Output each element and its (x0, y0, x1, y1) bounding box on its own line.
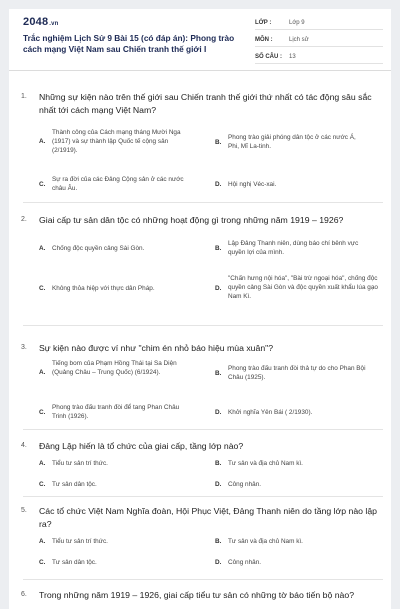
option-letter: C. (39, 409, 46, 416)
option-text: Phong trào đấu tranh đòi để tang Phan Châu Trinh (1926). (52, 404, 180, 421)
option-letter: A. (39, 245, 46, 252)
option-letter: D. (215, 409, 222, 416)
option-letter: C. (39, 559, 46, 566)
divider (23, 429, 383, 430)
meta-question-count (255, 51, 383, 64)
divider (23, 202, 383, 203)
question-text: Các tổ chức Việt Nam Nghĩa đoàn, Hội Phục Việt, Đảng Thanh niên do tầng lớp nào lập ra? (39, 506, 377, 529)
option-text: "Chấn hưng nội hóa", "Bài trừ ngoại hóa", chống độc quyền cảng Sài Gòn và độc quyền xuất khẩu lúa gạo Nam Kì. (228, 275, 378, 301)
question-number: 1. (21, 93, 27, 100)
question-text: Trong những năm 1919 – 1926, giai cấp tiểu tư sản có những tờ báo tiến bộ nào? (39, 590, 355, 600)
divider (23, 496, 383, 497)
question-number: 5. (21, 507, 27, 514)
option-text: Tư sản và địa chủ Nam kì. (228, 460, 303, 467)
option-text: Tiểu tư sản trí thức. (52, 460, 108, 467)
page-title: Trắc nghiệm Lịch Sử 9 Bài 15 (có đáp án): Phong trào cách mạng Việt Nam sau Chiến tranh thế giới I (23, 33, 235, 54)
question-text: Những sự kiện nào trên thế giới sau Chiến tranh thế giới thứ nhất có tác động sâu sắc nhất tới cách mạng Việt Nam? (39, 92, 372, 115)
option-text: Không thỏa hiệp với thực dân Pháp. (52, 285, 155, 292)
option-text: Chống độc quyền cảng Sài Gòn. (52, 245, 145, 252)
question-text: Giai cấp tư sản dân tộc có những hoạt động gì trong những năm 1919 – 1926? (39, 215, 344, 225)
option-letter: A. (39, 460, 46, 467)
option-letter: D. (215, 481, 222, 488)
question-text: Sự kiện nào được ví như "chim én nhỏ báo hiệu mùa xuân"? (39, 343, 274, 353)
option-letter: B. (215, 460, 222, 467)
option-letter: C. (39, 285, 46, 292)
option-letter: A. (39, 369, 46, 376)
meta-value: Lớp 9 (289, 20, 305, 26)
meta-subject (255, 34, 383, 47)
option-text: Tiểu tư sản trí thức. (52, 538, 108, 545)
worksheet (9, 9, 391, 609)
option-letter: D. (215, 285, 222, 292)
question-number: 4. (21, 442, 27, 449)
option-letter: A. (39, 138, 46, 145)
option-letter: D. (215, 559, 222, 566)
option-text: Tư sản dân tộc. (52, 481, 97, 488)
option-text: Công nhân. (228, 559, 262, 566)
option-letter: B. (215, 139, 222, 146)
meta-label: MÔN : (255, 37, 273, 43)
option-text: Phong trào đấu tranh đòi thả tự do cho Phan Bội Châu (1925). (228, 365, 366, 382)
option-text: Tư sản dân tộc. (52, 559, 97, 566)
site-logo[interactable]: 2048.vn (23, 16, 59, 28)
option-text: Tiếng bom của Phạm Hồng Thái tại Sa Diện (Quảng Châu – Trung Quốc) (6/1924). (52, 360, 177, 377)
option-letter: C. (39, 181, 46, 188)
question-text: Đảng Lập hiến là tổ chức của giai cấp, tầng lớp nào? (39, 441, 244, 451)
option-text: Khởi nghĩa Yên Bái ( 2/1930). (228, 409, 313, 416)
meta-label: SỐ CÂU : (255, 54, 282, 60)
meta-class (255, 17, 383, 30)
question-number: 2. (21, 216, 27, 223)
question-number: 3. (21, 344, 27, 351)
divider (23, 579, 383, 580)
option-text: Lập Đảng Thanh niên, dùng báo chí bênh vực quyền lợi của mình. (228, 240, 359, 257)
question-number: 6. (21, 591, 27, 598)
option-letter: A. (39, 538, 46, 545)
option-text: Hội nghị Véc-xai. (228, 181, 277, 188)
option-letter: B. (215, 370, 222, 377)
option-text: Phong trào giải phóng dân tộc ở các nước Á, Phi, Mĩ La-tinh. (228, 134, 356, 151)
option-text: Sự ra đời của các Đảng Cộng sản ở các nước châu Âu. (52, 176, 184, 193)
option-text: Tư sản và địa chủ Nam kì. (228, 538, 303, 545)
option-text: Thành công của Cách mạng tháng Mười Nga (1917) và sự thành lập Quốc tế cộng sản (2/1919). (52, 129, 181, 155)
option-letter: B. (215, 245, 222, 252)
meta-value: Lịch sử (289, 37, 309, 43)
meta-value: 13 (289, 54, 296, 60)
option-letter: D. (215, 181, 222, 188)
option-letter: B. (215, 538, 222, 545)
divider (23, 325, 383, 326)
option-text: Công nhân. (228, 481, 262, 488)
option-letter: C. (39, 481, 46, 488)
header (9, 9, 391, 71)
meta-label: LỚP : (255, 20, 272, 26)
